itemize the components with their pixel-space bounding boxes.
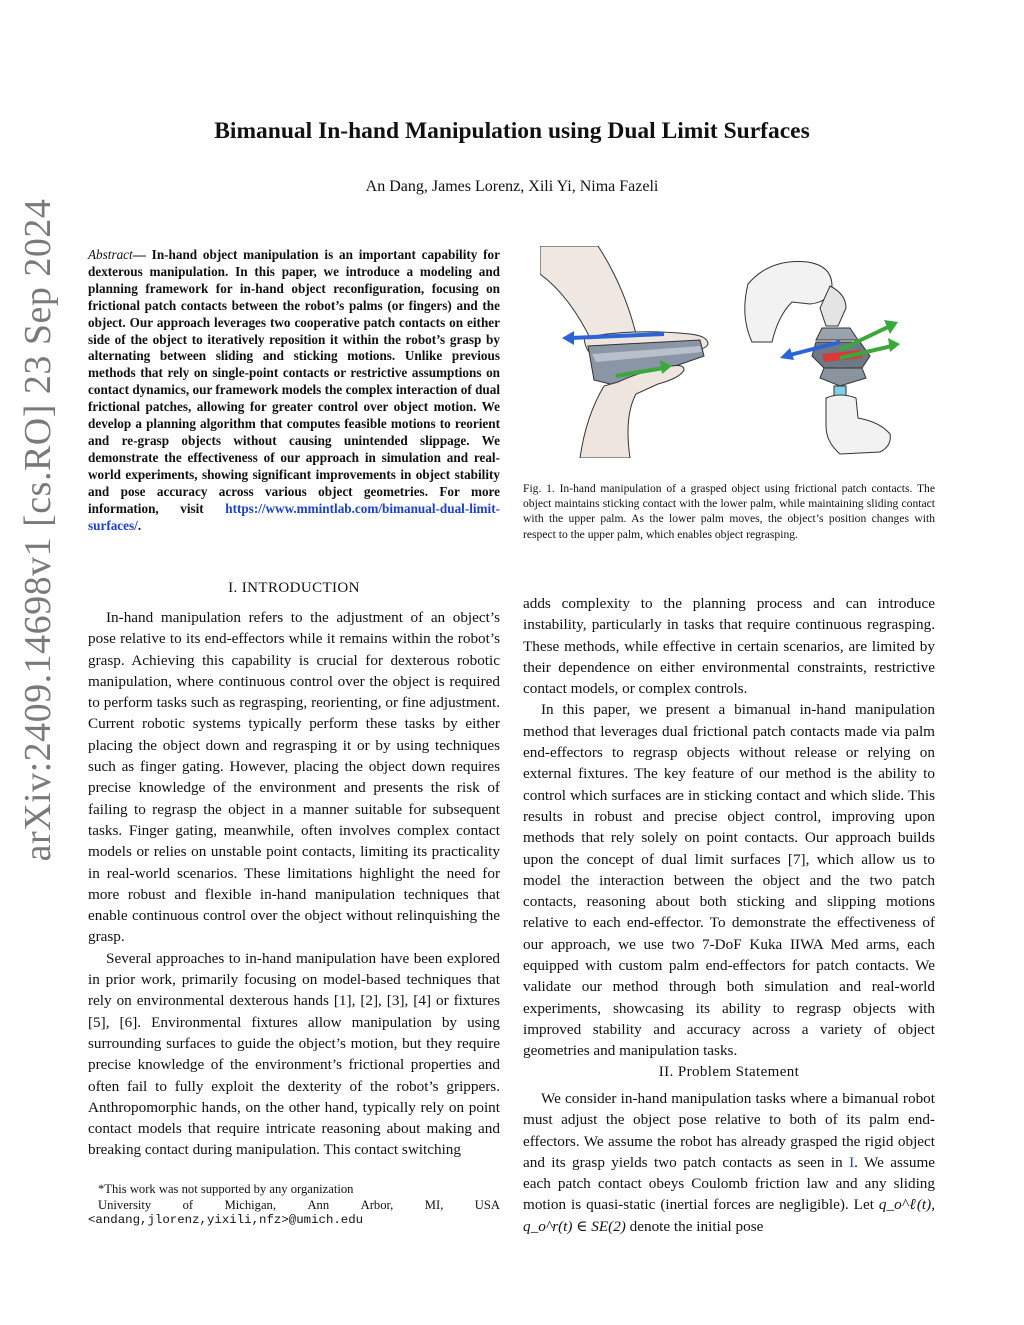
intro-paragraph: Several approaches to in-hand manipulation have been explored in prior work, primarily focusing on model-based techniques that rely on environmental dexterous hands [1], [2], [3], [4] or fixtures [5], [6]. Environmental fixtures allow manipulation by using surrounding surfaces to guide the object’s motion, but they require precise knowledge of the environment’s frictional properties and often fail to fully exploit the dexterity of the robot’s grippers. Anthropomorphic hands, on the other hand, typically rely on point contact models that require intricate reasoning about making and breaking contact during manipulation. This contact switching bbox=[88, 949, 500, 1159]
author-list: An Dang, James Lorenz, Xili Yi, Nima Fazeli bbox=[365, 178, 659, 195]
affiliation-word: of bbox=[182, 1197, 194, 1212]
body-paragraph: In this paper, we present a bimanual in-hand manipulation method that leverages dual frictional patch contacts made via palm end-effectors to regrasp objects without release or relying on external fixtures. The key feature of our method is the ability to control which surfaces are in sticking contact and which slide. This results in robust and precise object control, improving upon methods that rely solely on point contacts. Our approach builds upon the concept of dual limit surfaces [7], which allow us to model the interaction between the object and the two patch contacts, reasoning about both sticking and slipping motions relative to each end-effector. To demonstrate the effectiveness of our approach, we use two 7-DoF Kuka IIWA Med arms, each equipped with custom palm end-effectors for patch contacts. We validate our method through both simulation and real-world experiments, showcasing its ability to regrasp objects with improved stability and accuracy across a variety of object geometries and manipulation tasks. bbox=[523, 701, 935, 1060]
section-heading-problem-statement: II. Problem Statement bbox=[658, 1064, 800, 1080]
affiliation-word: University bbox=[98, 1197, 152, 1212]
footnote-affiliation bbox=[88, 1198, 500, 1214]
affiliation-word: USA bbox=[474, 1197, 500, 1212]
introduction-body bbox=[88, 607, 500, 1161]
affiliation-word: Arbor, bbox=[360, 1197, 394, 1212]
problem-statement-body bbox=[523, 1088, 935, 1237]
body-paragraph bbox=[523, 1088, 935, 1237]
problem-text: We consider in-hand manipulation tasks where a bimanual robot must adjust the object pose relative to both of its palm end-effectors. We assume the robot has already grasped the rigid object and its grasp yields two patch contacts as seen in bbox=[523, 1090, 935, 1171]
body-paragraph: adds complexity to the planning process and can introduce instability, particularly in tasks that require continuous regrasping. These methods, while effective in certain scenarios, are limited by their dependence on either environmental constraints, restrictive contact models, or complex controls. bbox=[523, 595, 935, 698]
figure-1-illustration bbox=[540, 246, 918, 458]
figure-reference-link[interactable]: I bbox=[849, 1153, 855, 1171]
problem-text: denote the initial pose bbox=[625, 1217, 764, 1235]
robot-arms-drawing bbox=[745, 261, 900, 454]
section-heading-introduction: I. INTRODUCTION bbox=[228, 580, 360, 596]
project-link[interactable]: https://www.mmintlab.com/bimanual-dual-limit-surfaces/ bbox=[88, 500, 500, 533]
affiliation-word: MI, bbox=[424, 1197, 444, 1212]
pose-math: q_o^ℓ(t), q_o^r(t) ∈ SE(2) bbox=[523, 1196, 935, 1235]
footnote-emails: <andang,jlorenz,yixili,nfz>@umich.edu bbox=[88, 1213, 364, 1228]
figure-1-caption: Fig. 1. In-hand manipulation of a grasped object using frictional patch contacts. The object maintains sticking contact with the lower palm, while maintaining sliding contact with the upper palm. As the lower palm moves, the object’s position changes with respect to the upper palm, which enables object regrasping. bbox=[523, 482, 935, 541]
problem-text: . We assume each patch contact obeys Coulomb friction law and any sliding motion is quasi-static (inertial forces are negligible). Let bbox=[523, 1153, 935, 1214]
arxiv-identifier: arXiv:2409.14698v1 [cs.RO] 23 Sep 2024 bbox=[17, 198, 59, 862]
intro-paragraph: In-hand manipulation refers to the adjustment of an object’s pose relative to its end-effectors while it remains within the robot’s grasp. Achieving this capability is crucial for dexterous robotic manipulation, where continuous control over the object is required to perform tasks such as regrasping, reorienting, or fine adjustment. Current robotic systems typically perform these tasks by either placing the object down and regrasping it or by using techniques such as finger gating. However, placing the object down requires precise knowledge of the environment and presents the risk of failing to regrasp the object in a manner suitable for subsequent tasks. Finger gating, meanwhile, often involves complex contact models or relies on unstable point contacts, limiting its practicality in real-world scenarios. These limitations highlight the need for more robust and flexible in-hand manipulation techniques that enable continuous control over the object without relinquishing the grasp. bbox=[88, 609, 500, 946]
abstract-label: Abstract bbox=[88, 247, 133, 262]
affiliation-word: Michigan, bbox=[224, 1197, 276, 1212]
affiliation-word: Ann bbox=[307, 1197, 330, 1212]
paper-title: Bimanual In-hand Manipulation using Dual Limit Surfaces bbox=[214, 118, 810, 144]
footnote-funding: *This work was not supported by any organization bbox=[98, 1182, 354, 1196]
abstract-tail: . bbox=[137, 517, 142, 533]
right-column-body bbox=[523, 593, 935, 1062]
abstract-body: — In-hand object manipulation is an important capability for dexterous manipulation. In this paper, we introduce a modeling and planning framework for in-hand object reconfiguration, focusing on frictional patch contacts between the robot’s palms (or fingers) and the object. Our approach leverages two cooperative patch contacts on either side of the object to iteratively reposition it within the robot’s grasp by alternating between sliding and sticking motions. Unlike previous methods that rely on single-point contacts or restrictive assumptions on contact dynamics, our framework models the complex interaction of dual frictional patches, allowing for greater control over object motion. We develop a planning algorithm that computes feasible motions to reorient and re-grasp objects without causing unintended slippage. We demonstrate the effectiveness of our approach in simulation and real-world experiments, showing significant improvements in object stability and pose accuracy across various object geometries. For more information, visit bbox=[88, 247, 500, 516]
footnote bbox=[88, 1182, 500, 1229]
abstract bbox=[88, 247, 500, 534]
human-hands-drawing bbox=[540, 246, 708, 458]
